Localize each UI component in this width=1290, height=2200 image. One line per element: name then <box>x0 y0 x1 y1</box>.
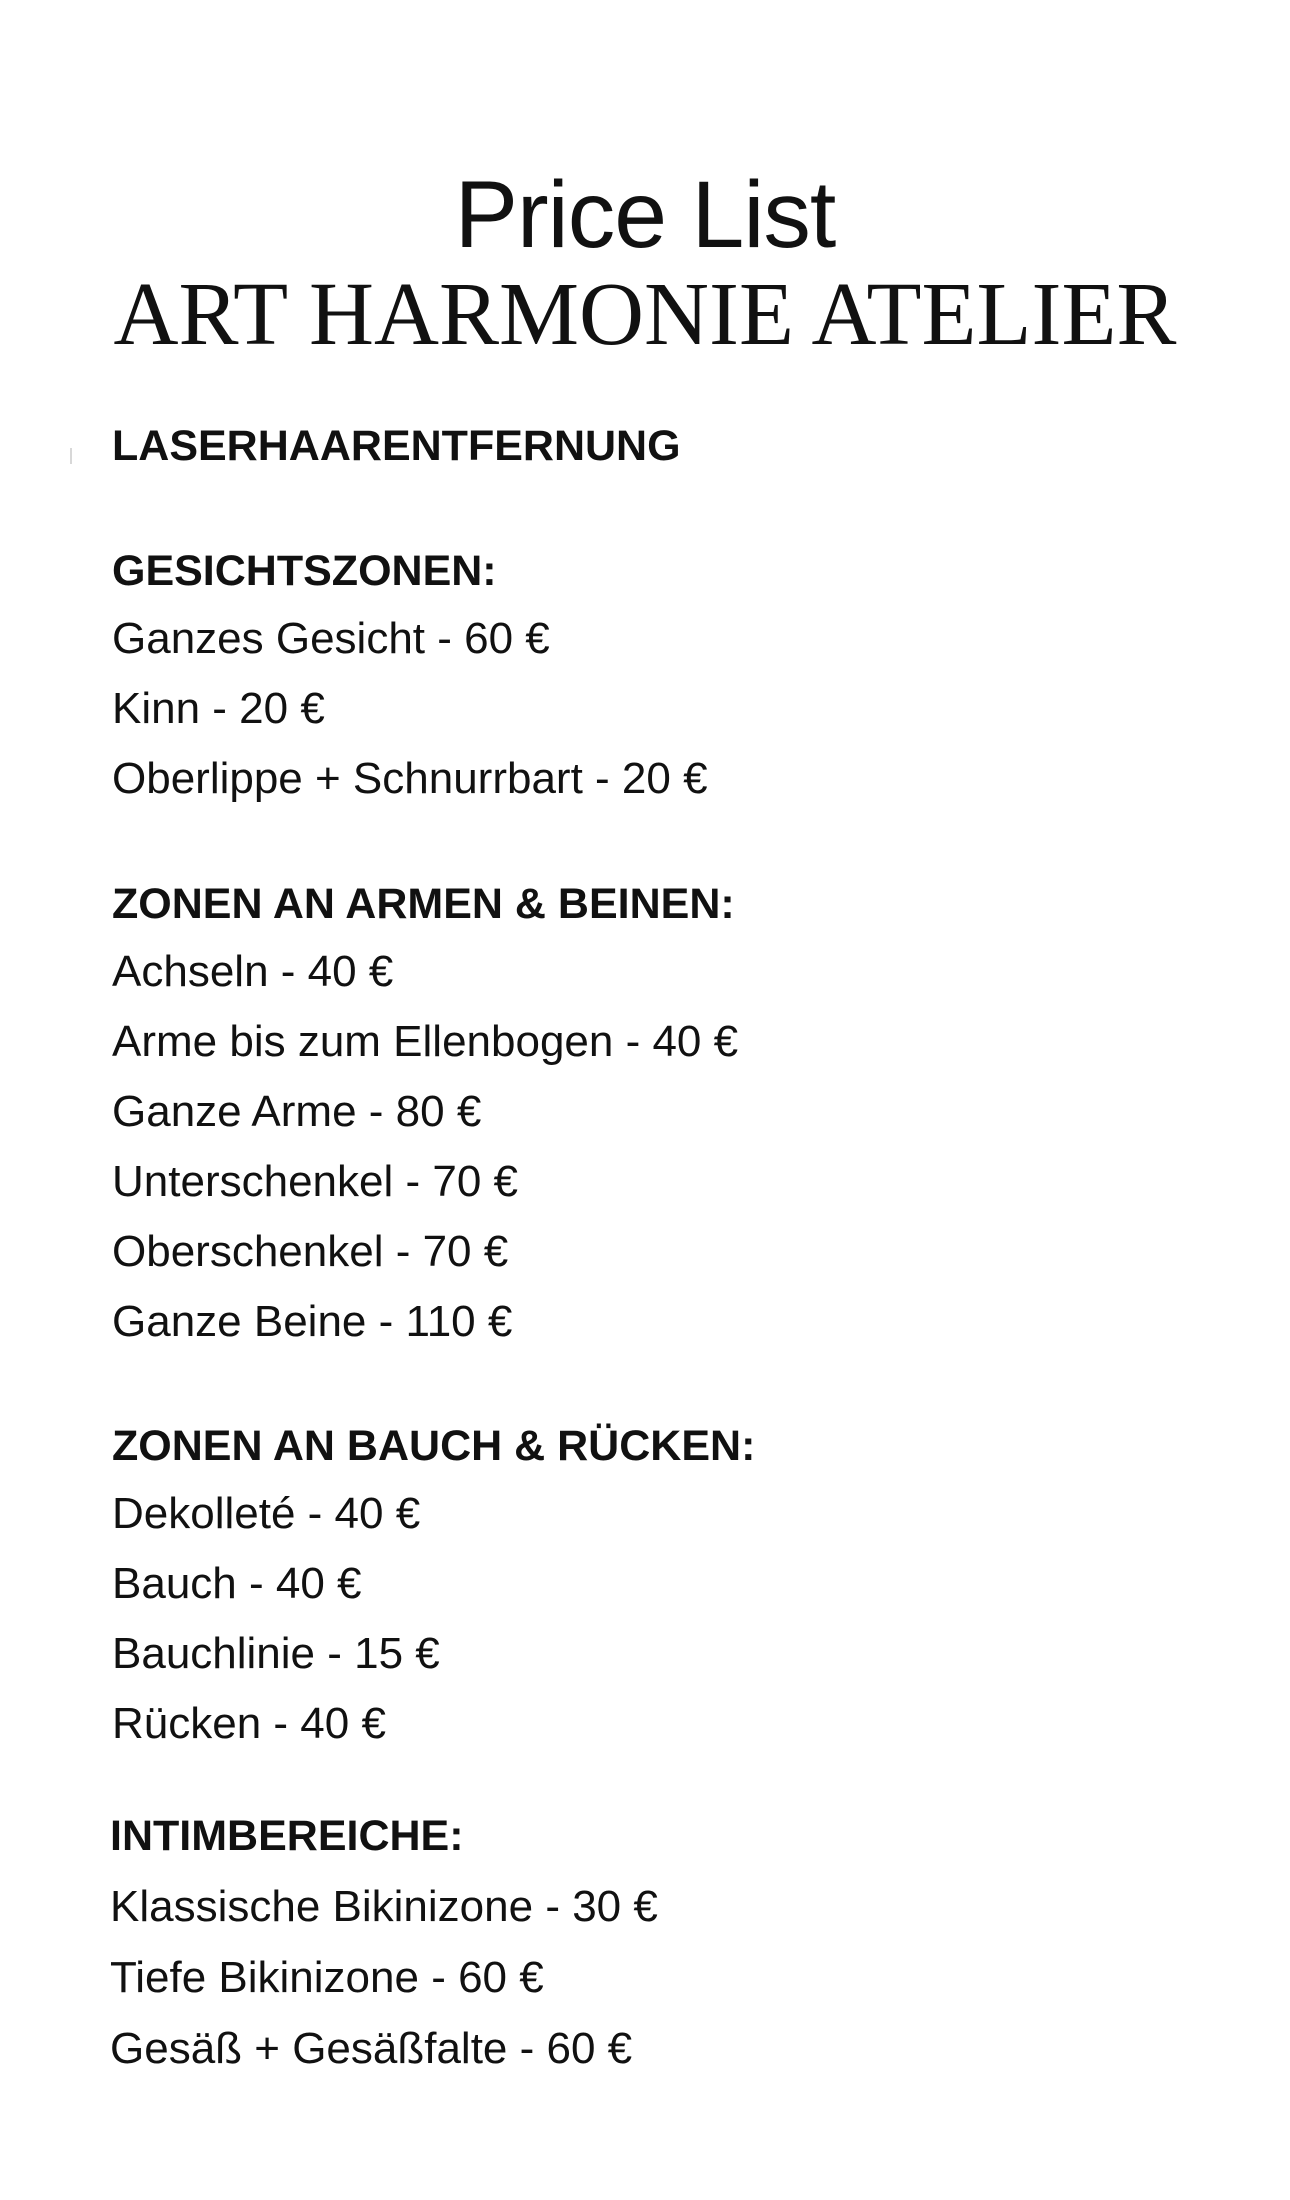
price-item: Ganzes Gesicht - 60 € <box>112 614 550 663</box>
price-item: Arme bis zum Ellenbogen - 40 € <box>112 1017 739 1066</box>
price-item: Bauchlinie - 15 € <box>112 1629 440 1678</box>
price-item: Ganze Beine - 110 € <box>112 1297 513 1346</box>
page-title: Price List <box>454 162 836 268</box>
price-item: Oberlippe + Schnurrbart - 20 € <box>112 754 708 803</box>
category-heading: LASERHAARENTFERNUNG <box>112 422 681 470</box>
price-item: Unterschenkel - 70 € <box>112 1157 518 1206</box>
margin-marker <box>70 448 72 464</box>
price-item: Ganze Arme - 80 € <box>112 1087 482 1136</box>
price-item: Gesäß + Gesäßfalte - 60 € <box>110 2024 633 2073</box>
section-heading-gesichtszonen: GESICHTSZONEN: <box>112 547 497 595</box>
price-item: Rücken - 40 € <box>112 1699 386 1748</box>
section-heading-arme-beine: ZONEN AN ARMEN & BEINEN: <box>112 880 735 928</box>
section-heading-intimbereiche: INTIMBEREICHE: <box>110 1812 464 1860</box>
price-item: Oberschenkel - 70 € <box>112 1227 509 1276</box>
price-item: Bauch - 40 € <box>112 1559 362 1608</box>
price-item: Kinn - 20 € <box>112 684 325 733</box>
section-heading-bauch-ruecken: ZONEN AN BAUCH & RÜCKEN: <box>112 1422 756 1470</box>
studio-name: ART HARMONIE ATELIER <box>113 265 1177 364</box>
price-item: Achseln - 40 € <box>112 947 394 996</box>
price-item: Dekolleté - 40 € <box>112 1489 421 1538</box>
price-item: Klassische Bikinizone - 30 € <box>110 1882 658 1931</box>
price-item: Tiefe Bikinizone - 60 € <box>110 1953 544 2002</box>
